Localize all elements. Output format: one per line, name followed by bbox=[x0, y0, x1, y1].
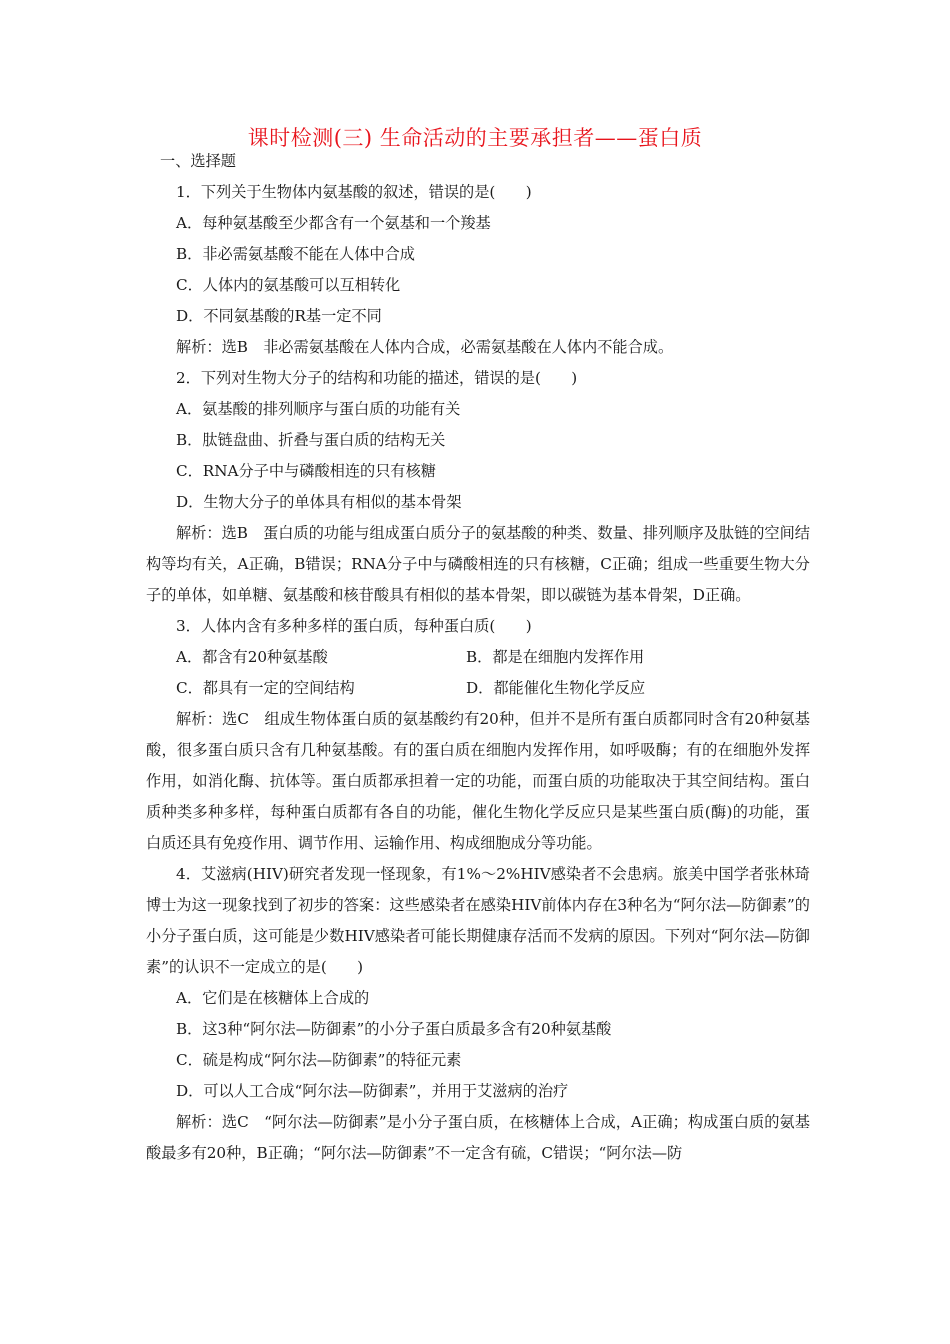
question-1-option-b: B．非必需氨基酸不能在人体中合成 bbox=[176, 245, 415, 263]
question-4-option-b: B．这3种“阿尔法—防御素”的小分子蛋白质最多含有20种氨基酸 bbox=[176, 1020, 612, 1038]
question-3-option-b: B．都是在细胞内发挥作用 bbox=[466, 648, 645, 666]
question-4-option-d: D．可以人工合成“阿尔法—防御素”，并用于艾滋病的治疗 bbox=[176, 1082, 569, 1100]
question-1-option-a: A．每种氨基酸至少都含有一个氨基和一个羧基 bbox=[176, 214, 491, 232]
question-2-option-d: D．生物大分子的单体具有相似的基本骨架 bbox=[176, 493, 462, 511]
question-1-stem: 1．下列关于生物体内氨基酸的叙述，错误的是( ) bbox=[176, 183, 532, 201]
question-3-option-a: A．都含有20种氨基酸 bbox=[176, 648, 328, 666]
question-3-options-row-2 bbox=[146, 673, 810, 704]
question-3-analysis: 解析：选C 组成生物体蛋白质的氨基酸约有20种，但并不是所有蛋白质都同时含有20种氨基酸，很多蛋白质只含有几种氨基酸。有的蛋白质在细胞内发挥作用，如呼吸酶；有的在细胞外发挥作用，如消化酶、抗体等。蛋白质都承担着一定的功能，而蛋白质的功能取决于其空间结构。蛋白质种类多种多样，每种蛋白质都有各自的功能，催化生物化学反应只是某些蛋白质(酶)的功能，蛋白质还具有免疫作用、调节作用、运输作用、构成细胞成分等功能。 bbox=[146, 710, 810, 852]
question-1-option-d: D．不同氨基酸的R基一定不同 bbox=[176, 307, 382, 325]
question-2-analysis: 解析：选B 蛋白质的功能与组成蛋白质分子的氨基酸的种类、数量、排列顺序及肽链的空间结构等均有关，A正确，B错误；RNA分子中与磷酸相连的只有核糖，C正确；组成一些重要生物大分子的单体，如单糖、氨基酸和核苷酸具有相似的基本骨架，即以碳链为基本骨架，D正确。 bbox=[146, 524, 810, 604]
section-heading: 一、选择题 bbox=[160, 152, 236, 170]
question-2-option-a: A．氨基酸的排列顺序与蛋白质的功能有关 bbox=[176, 400, 461, 418]
page-title: 课时检测(三) 生命活动的主要承担者——蛋白质 bbox=[247, 126, 703, 150]
question-3-options-row-1 bbox=[146, 642, 810, 673]
question-3-stem: 3．人体内含有多种多样的蛋白质，每种蛋白质( ) bbox=[176, 617, 532, 635]
question-4-stem: 4．艾滋病(HIV)研究者发现一怪现象，有1%～2%HIV感染者不会患病。旅美中国学者张林琦博士为这一现象找到了初步的答案：这些感染者在感染HIV前体内存在3种名为“阿尔法—防御素”的小分子蛋白质，这可能是少数HIV感染者可能长期健康存活而不发病的原因。下列对“阿尔法—防御素”的认识不一定成立的是( ) bbox=[146, 865, 810, 976]
question-2-stem: 2．下列对生物大分子的结构和功能的描述，错误的是( ) bbox=[176, 369, 578, 387]
question-2-option-b: B．肽链盘曲、折叠与蛋白质的结构无关 bbox=[176, 431, 446, 449]
question-3-option-c: C．都具有一定的空间结构 bbox=[176, 679, 355, 697]
document-body bbox=[146, 146, 810, 1169]
question-4-option-a: A．它们是在核糖体上合成的 bbox=[176, 989, 370, 1007]
question-1-analysis: 解析：选B 非必需氨基酸在人体内合成，必需氨基酸在人体内不能合成。 bbox=[176, 338, 674, 356]
question-4-analysis: 解析：选C “阿尔法—防御素”是小分子蛋白质，在核糖体上合成，A正确；构成蛋白质的氨基酸最多有20种，B正确；“阿尔法—防御素”不一定含有硫，C错误；“阿尔法—防 bbox=[146, 1113, 810, 1162]
question-2-option-c: C．RNA分子中与磷酸相连的只有核糖 bbox=[176, 462, 436, 480]
question-4-option-c: C．硫是构成“阿尔法—防御素”的特征元素 bbox=[176, 1051, 462, 1069]
question-1-option-c: C．人体内的氨基酸可以互相转化 bbox=[176, 276, 401, 294]
question-3-option-d: D．都能催化生物化学反应 bbox=[466, 679, 646, 697]
